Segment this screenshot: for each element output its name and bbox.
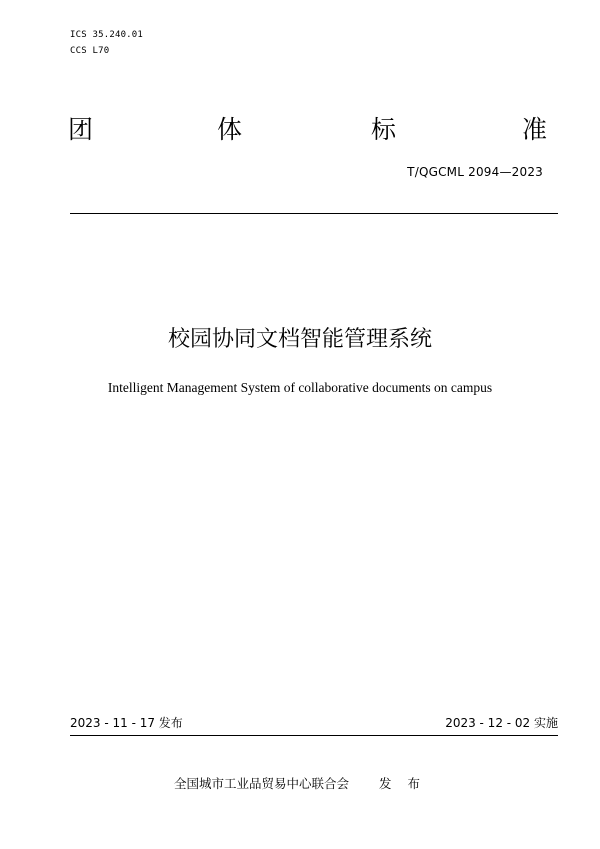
- top-divider: [70, 213, 558, 214]
- title-english: Intelligent Management System of collaborative documents on campus: [107, 380, 493, 395]
- implementation-date: 2023 - 12 - 02 实施: [445, 716, 558, 730]
- bottom-divider: [70, 735, 558, 736]
- publisher-name: 全国城市工业品贸易中心联合会: [174, 776, 350, 791]
- heading-char: 标: [371, 115, 397, 144]
- heading-char: 准: [522, 115, 548, 144]
- title-chinese: 校园协同文档智能管理系统: [167, 327, 432, 352]
- publish-label: 发 布: [379, 776, 426, 791]
- heading-char: 团: [68, 115, 94, 144]
- standard-number: T/QGCML 2094—2023: [407, 165, 543, 179]
- ccs-code: CCS L70: [70, 46, 110, 56]
- issue-date: 2023 - 11 - 17 发布: [70, 716, 183, 730]
- heading-char: 体: [217, 115, 243, 144]
- publisher-line: [0, 775, 600, 793]
- ics-code: ICS 35.240.01: [70, 30, 144, 40]
